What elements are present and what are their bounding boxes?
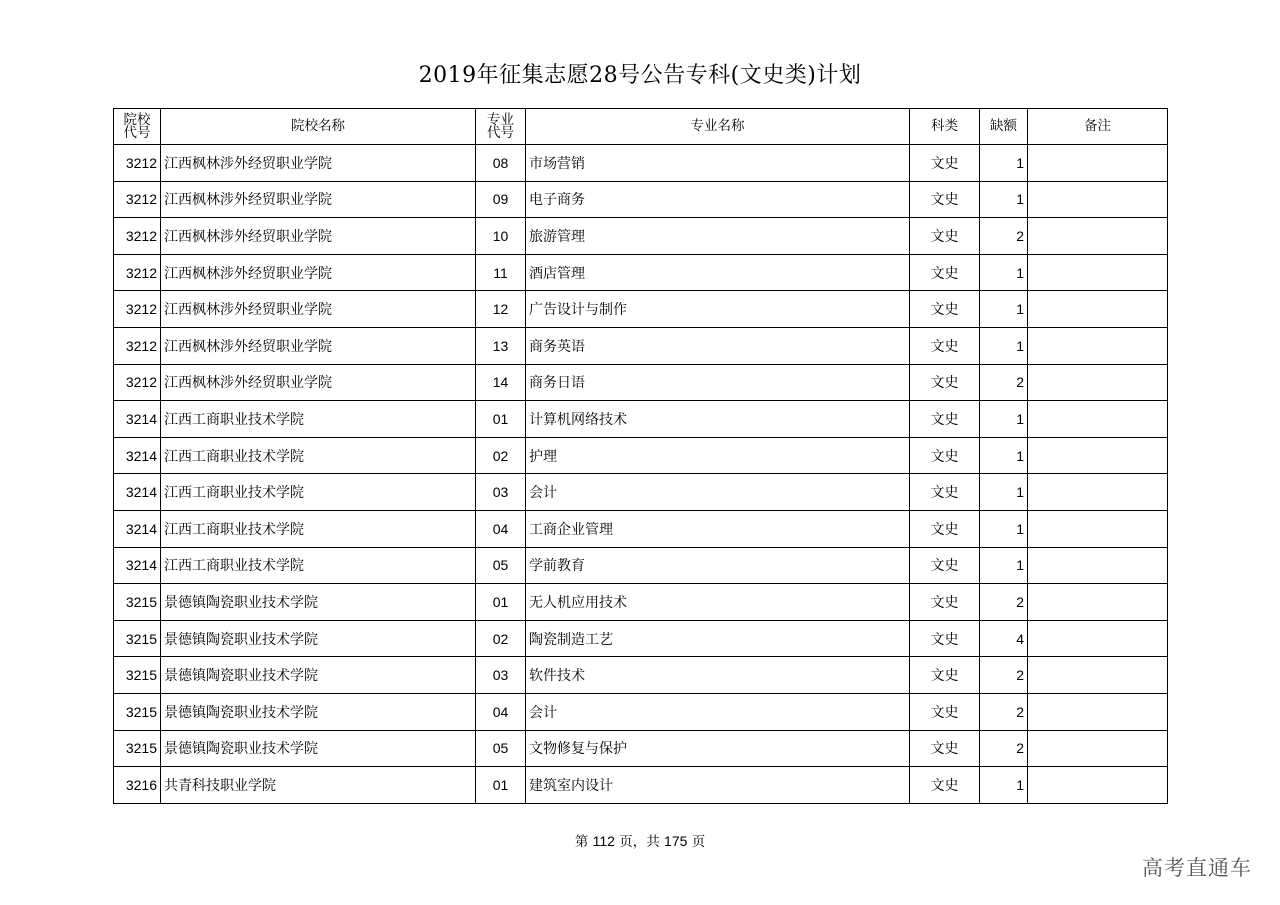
cell-vacancies: 1 (980, 181, 1028, 218)
cell-major-name: 商务英语 (526, 327, 910, 364)
cell-category: 文史 (910, 437, 980, 474)
cell-school-code: 3212 (114, 181, 161, 218)
cell-major-name: 会计 (526, 474, 910, 511)
cell-notes (1028, 327, 1168, 364)
cell-category: 文史 (910, 145, 980, 182)
cell-school-name: 景德镇陶瓷职业技术学院 (161, 584, 476, 621)
cell-school-name: 江西工商职业技术学院 (161, 547, 476, 584)
table-row (114, 218, 1168, 255)
cell-vacancies: 1 (980, 547, 1028, 584)
header-vacancies: 缺额 (980, 109, 1028, 145)
page-mid: 页，共 (619, 834, 660, 850)
cell-major-code: 13 (476, 327, 526, 364)
cell-major-name: 会计 (526, 693, 910, 730)
cell-notes (1028, 437, 1168, 474)
cell-category: 文史 (910, 510, 980, 547)
header-school-code-label: 院校 代号 (123, 111, 151, 141)
cell-school-name: 江西枫林涉外经贸职业学院 (161, 254, 476, 291)
table-row (114, 547, 1168, 584)
cell-school-code: 3215 (114, 693, 161, 730)
cell-category: 文史 (910, 584, 980, 621)
cell-school-code: 3214 (114, 474, 161, 511)
cell-major-code: 01 (476, 767, 526, 804)
table-row (114, 181, 1168, 218)
cell-school-name: 景德镇陶瓷职业技术学院 (161, 693, 476, 730)
cell-school-name: 江西枫林涉外经贸职业学院 (161, 218, 476, 255)
header-notes: 备注 (1028, 109, 1168, 145)
cell-school-code: 3214 (114, 437, 161, 474)
cell-major-code: 08 (476, 145, 526, 182)
cell-notes (1028, 510, 1168, 547)
cell-major-name: 电子商务 (526, 181, 910, 218)
cell-notes (1028, 767, 1168, 804)
cell-school-name: 景德镇陶瓷职业技术学院 (161, 657, 476, 694)
cell-major-code: 03 (476, 474, 526, 511)
cell-school-code: 3212 (114, 327, 161, 364)
cell-major-code: 10 (476, 218, 526, 255)
table-row (114, 620, 1168, 657)
cell-major-name: 市场营销 (526, 145, 910, 182)
cell-vacancies: 2 (980, 584, 1028, 621)
cell-major-code: 05 (476, 547, 526, 584)
cell-category: 文史 (910, 327, 980, 364)
cell-category: 文史 (910, 291, 980, 328)
cell-school-code: 3215 (114, 584, 161, 621)
cell-vacancies: 2 (980, 364, 1028, 401)
cell-major-code: 01 (476, 401, 526, 438)
cell-major-code: 04 (476, 693, 526, 730)
cell-school-name: 江西工商职业技术学院 (161, 437, 476, 474)
cell-school-code: 3212 (114, 364, 161, 401)
cell-vacancies: 4 (980, 620, 1028, 657)
cell-vacancies: 1 (980, 327, 1028, 364)
cell-school-name: 共青科技职业学院 (161, 767, 476, 804)
cell-notes (1028, 291, 1168, 328)
cell-school-name: 江西工商职业技术学院 (161, 401, 476, 438)
table-row (114, 254, 1168, 291)
cell-category: 文史 (910, 401, 980, 438)
cell-major-name: 广告设计与制作 (526, 291, 910, 328)
cell-vacancies: 1 (980, 291, 1028, 328)
cell-major-name: 文物修复与保护 (526, 730, 910, 767)
cell-vacancies: 1 (980, 474, 1028, 511)
cell-major-code: 05 (476, 730, 526, 767)
cell-school-name: 景德镇陶瓷职业技术学院 (161, 620, 476, 657)
cell-vacancies: 2 (980, 657, 1028, 694)
table-body (114, 145, 1168, 804)
cell-major-code: 03 (476, 657, 526, 694)
header-major-code (476, 109, 526, 145)
header-school-name: 院校名称 (161, 109, 476, 145)
cell-notes (1028, 218, 1168, 255)
cell-school-code: 3212 (114, 145, 161, 182)
cell-notes (1028, 254, 1168, 291)
cell-school-name: 江西工商职业技术学院 (161, 510, 476, 547)
cell-vacancies: 1 (980, 145, 1028, 182)
page-title: 2019年征集志愿28号公告专科(文史类)计划 (418, 63, 862, 88)
cell-major-name: 无人机应用技术 (526, 584, 910, 621)
cell-category: 文史 (910, 181, 980, 218)
cell-major-code: 14 (476, 364, 526, 401)
table-row (114, 584, 1168, 621)
cell-vacancies: 1 (980, 767, 1028, 804)
table-row (114, 730, 1168, 767)
table-row (114, 437, 1168, 474)
cell-notes (1028, 401, 1168, 438)
table-row (114, 291, 1168, 328)
cell-category: 文史 (910, 218, 980, 255)
page-current: 112 (592, 833, 615, 849)
cell-notes (1028, 693, 1168, 730)
cell-category: 文史 (910, 693, 980, 730)
cell-school-name: 江西枫林涉外经贸职业学院 (161, 364, 476, 401)
header-major-code-label: 专业 代号 (487, 111, 514, 141)
cell-school-name: 江西枫林涉外经贸职业学院 (161, 327, 476, 364)
table-row (114, 327, 1168, 364)
cell-major-code: 09 (476, 181, 526, 218)
cell-major-code: 04 (476, 510, 526, 547)
cell-school-code: 3215 (114, 730, 161, 767)
cell-category: 文史 (910, 730, 980, 767)
cell-school-code: 3215 (114, 657, 161, 694)
cell-notes (1028, 547, 1168, 584)
cell-category: 文史 (910, 364, 980, 401)
cell-school-code: 3214 (114, 401, 161, 438)
cell-notes (1028, 657, 1168, 694)
cell-notes (1028, 474, 1168, 511)
cell-school-name: 江西枫林涉外经贸职业学院 (161, 145, 476, 182)
table-row (114, 510, 1168, 547)
cell-major-name: 旅游管理 (526, 218, 910, 255)
cell-school-code: 3214 (114, 547, 161, 584)
page-prefix: 第 (574, 834, 589, 850)
cell-school-name: 江西工商职业技术学院 (161, 474, 476, 511)
cell-major-name: 软件技术 (526, 657, 910, 694)
cell-school-code: 3215 (114, 620, 161, 657)
cell-notes (1028, 730, 1168, 767)
table-header-row (114, 109, 1168, 145)
cell-notes (1028, 584, 1168, 621)
cell-school-code: 3212 (114, 291, 161, 328)
cell-major-code: 11 (476, 254, 526, 291)
cell-vacancies: 2 (980, 730, 1028, 767)
cell-major-code: 12 (476, 291, 526, 328)
page-total: 175 (664, 833, 688, 849)
table-row (114, 767, 1168, 804)
cell-major-name: 酒店管理 (526, 254, 910, 291)
cell-vacancies: 1 (980, 254, 1028, 291)
table-row (114, 364, 1168, 401)
cell-major-code: 01 (476, 584, 526, 621)
watermark-text: 高考直通车 (1142, 856, 1252, 880)
cell-school-name: 江西枫林涉外经贸职业学院 (161, 291, 476, 328)
cell-notes (1028, 364, 1168, 401)
cell-vacancies: 1 (980, 401, 1028, 438)
cell-school-code: 3212 (114, 254, 161, 291)
page-footer (0, 830, 1280, 850)
cell-vacancies: 1 (980, 437, 1028, 474)
cell-major-name: 工商企业管理 (526, 510, 910, 547)
table-row (114, 657, 1168, 694)
cell-category: 文史 (910, 657, 980, 694)
cell-notes (1028, 620, 1168, 657)
cell-major-name: 商务日语 (526, 364, 910, 401)
cell-notes (1028, 145, 1168, 182)
cell-vacancies: 1 (980, 510, 1028, 547)
cell-major-name: 学前教育 (526, 547, 910, 584)
cell-category: 文史 (910, 767, 980, 804)
cell-school-name: 江西枫林涉外经贸职业学院 (161, 181, 476, 218)
cell-category: 文史 (910, 547, 980, 584)
plan-table (113, 108, 1168, 804)
cell-vacancies: 2 (980, 693, 1028, 730)
cell-notes (1028, 181, 1168, 218)
header-school-code (114, 109, 161, 145)
cell-major-name: 护理 (526, 437, 910, 474)
page-suffix: 页 (691, 834, 706, 850)
cell-school-code: 3216 (114, 767, 161, 804)
cell-category: 文史 (910, 620, 980, 657)
cell-category: 文史 (910, 254, 980, 291)
cell-category: 文史 (910, 474, 980, 511)
table-row (114, 145, 1168, 182)
cell-major-code: 02 (476, 437, 526, 474)
cell-major-code: 02 (476, 620, 526, 657)
cell-major-name: 建筑室内设计 (526, 767, 910, 804)
table-row (114, 693, 1168, 730)
header-major-name: 专业名称 (526, 109, 910, 145)
header-category: 科类 (910, 109, 980, 145)
cell-school-code: 3214 (114, 510, 161, 547)
cell-major-name: 计算机网络技术 (526, 401, 910, 438)
cell-school-code: 3212 (114, 218, 161, 255)
cell-school-name: 景德镇陶瓷职业技术学院 (161, 730, 476, 767)
table-row (114, 401, 1168, 438)
cell-vacancies: 2 (980, 218, 1028, 255)
table-row (114, 474, 1168, 511)
cell-major-name: 陶瓷制造工艺 (526, 620, 910, 657)
